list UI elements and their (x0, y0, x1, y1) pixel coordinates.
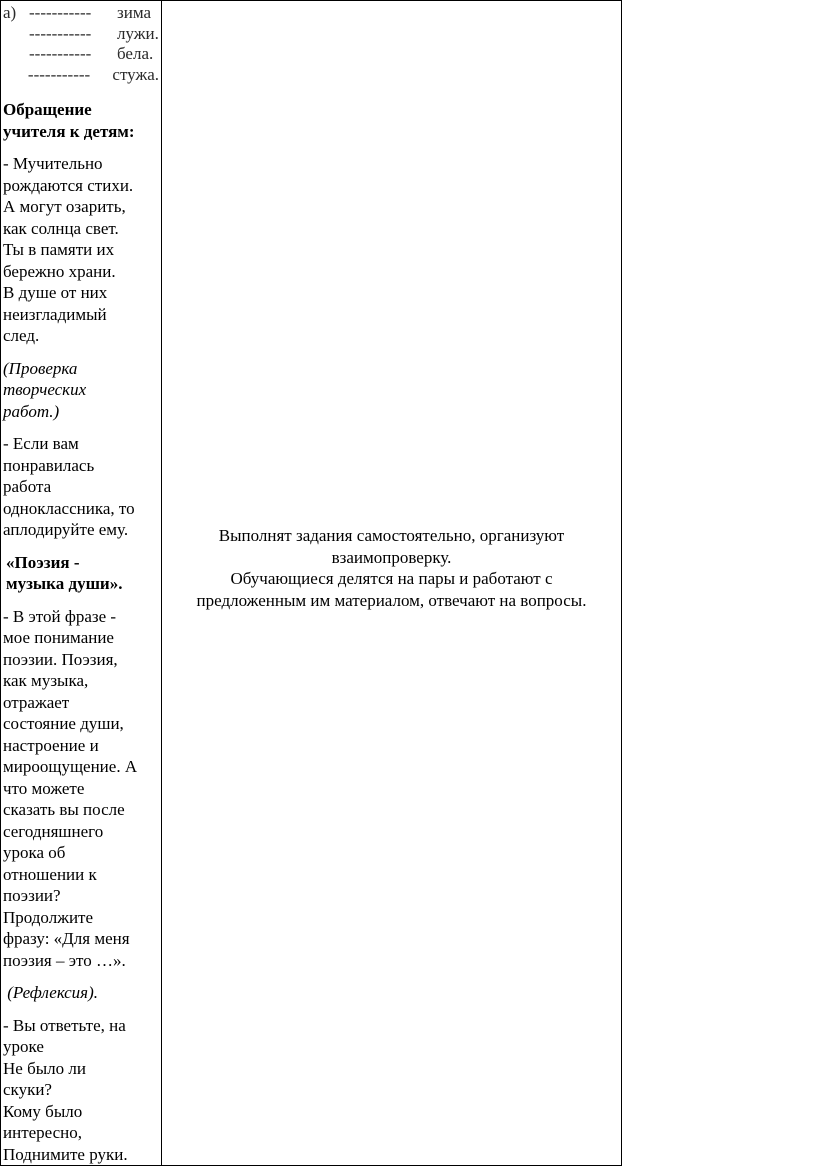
exercise-word: зима (117, 3, 151, 22)
exercise-word: лужи. (117, 23, 159, 43)
table-row (1, 1, 622, 1166)
closing-questions: - Вы ответьте, на уроке Не было ли скуки? Кому было интересно, Поднимите руки. (3, 1015, 128, 1164)
poem-stanza: - Мучительно рождаются стихи. А могут озарить, как солнца свет. Ты в памяти их бережно храни. В душе от них неизгладимый след. (3, 154, 134, 345)
exercise-blank: ----------- (27, 64, 91, 84)
exercise-row (3, 24, 159, 45)
applause-instruction: - Если вам понравилась работа одноклассника, то аплодируйте ему. (3, 434, 135, 539)
creative-work-check-note: (Проверка творческих работ.) (3, 358, 87, 421)
teacher-column-cell (1, 1, 162, 1166)
exercise-word: бела. (117, 44, 154, 63)
exercise-blank: ----------- (29, 44, 92, 63)
exercise-blank: ----------- (29, 23, 92, 43)
exercise-row (3, 3, 159, 24)
poetry-reflection-text: - В этой фразе - мое понимание поэзии. Поэзия, как музыка, отражает состояние души, настроение и мироощущение. А что можете сказать вы после сегодняшнего урока об отношении к поэзии? Продолжите фразу: «Для меня поэзия – это …». (3, 606, 138, 970)
exercise-snippet (3, 3, 159, 85)
exercise-word: стужа. (112, 64, 159, 84)
reflection-note: (Рефлексия). (3, 983, 98, 1002)
teacher-address-heading: Обращение учителя к детям: (3, 100, 135, 141)
poetry-music-heading: «Поэзия - музыка души». (6, 552, 123, 593)
exercise-row (3, 65, 159, 86)
exercise-blank: ----------- (29, 3, 92, 22)
exercise-marker: а) (3, 3, 17, 22)
student-activity-cell (162, 1, 622, 1166)
exercise-row (3, 44, 159, 65)
student-activity-text: Выполнят задания самостоятельно, организуют взаимопроверку. Обучающиеся делятся на пары и работают с предложенным им материалом, отвечают на вопросы. (196, 526, 587, 610)
